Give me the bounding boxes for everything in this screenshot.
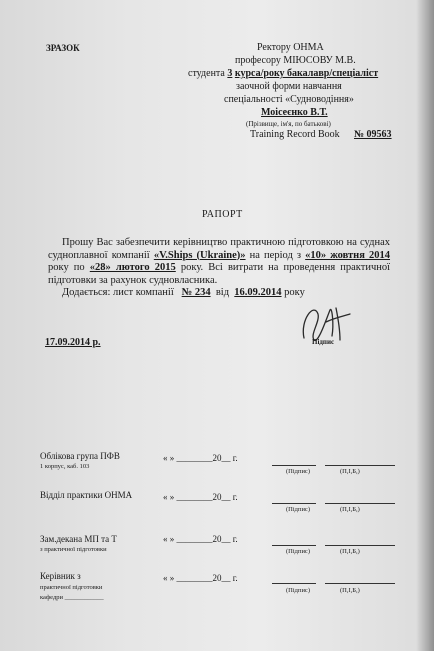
- to-date: «28» лютого 2015: [89, 262, 176, 273]
- approval-4-name-line: [325, 583, 395, 584]
- recipient-line2: професору МІЮСОВУ М.В.: [235, 55, 356, 66]
- attachment-line: [62, 287, 305, 298]
- approval-4-date: « » ________20__ г.: [163, 573, 238, 583]
- attachment-from: від: [215, 287, 230, 298]
- approval-3-name-line: [325, 545, 395, 546]
- approval-2-title: Відділ практики ОНМА: [40, 490, 133, 500]
- approval-2-date: « » ________20__ г.: [163, 492, 238, 502]
- student-name: Моісеєнко В.Т.: [261, 107, 328, 118]
- approval-1-name-line: [325, 465, 395, 466]
- approval-4-sig-hint: (Підпис): [286, 587, 310, 594]
- recipient-line1: Ректору ОНМА: [257, 42, 324, 53]
- approval-2-pib-hint: (П,І,Б,): [340, 506, 360, 513]
- sample-label: ЗРАЗОК: [46, 43, 80, 53]
- approval-3-title: Зам.декана МП та Т: [40, 534, 117, 544]
- approval-1-sub: 1 корпус, каб. 103: [40, 463, 90, 470]
- training-record-number: № 09563: [354, 129, 392, 140]
- approval-3-sig-hint: (Підпис): [286, 548, 310, 555]
- training-record-label: Training Record Book: [250, 129, 340, 140]
- course-text: курса/року бакалавр/спеціаліст: [234, 68, 379, 79]
- request-paragraph: [48, 237, 390, 287]
- approval-2-name-line: [325, 503, 395, 504]
- approval-1-sig-hint: (Підпис): [286, 468, 310, 475]
- approval-3-sign-line: [272, 545, 316, 546]
- from-date: «10» жовтня 2014: [305, 249, 391, 261]
- attachment-text: Додається: лист компанії: [62, 287, 174, 298]
- report-title: РАПОРТ: [202, 209, 243, 220]
- signature-label: Підпис: [312, 338, 335, 346]
- attachment-year: року: [284, 287, 305, 298]
- approval-3-sub: з практичної підготовки: [40, 546, 107, 553]
- request-text-4: року. Всі витрати на проведення практичної підготовки за рахунок судновласника.: [48, 262, 391, 286]
- approval-1-sign-line: [272, 465, 316, 466]
- request-text-2: на період з: [249, 249, 302, 261]
- approval-4-title: Керівник з: [40, 571, 81, 581]
- approval-4-sub2: кафедри ____________: [40, 594, 104, 601]
- approval-4-sign-line: [272, 583, 316, 584]
- approval-1-date: « » ________20__ г.: [163, 453, 238, 463]
- approval-4-sub: практичної підготовки: [40, 584, 103, 591]
- letter-number: № 234: [181, 287, 211, 298]
- approval-1-title: Облікова група ПФВ: [40, 451, 120, 461]
- company-name: «V.Ships (Ukraine)»: [153, 249, 246, 261]
- study-form: заочной форми навчання: [236, 81, 342, 92]
- request-text-3: року по: [48, 262, 85, 273]
- letter-date: 16.09.2014: [234, 287, 282, 298]
- request-text-1: Прошу Вас забезпечити керівництво практичною підготовкою на суднах судноплавної компанії: [48, 237, 390, 261]
- report-date: 17.09.2014 р.: [45, 337, 101, 348]
- approval-3-date: « » ________20__ г.: [163, 534, 238, 544]
- name-hint: (Прізвище, ім'я, по батькові): [246, 120, 331, 128]
- approval-1-pib-hint: (П,І,Б,): [340, 468, 360, 475]
- approval-2-sign-line: [272, 503, 316, 504]
- specialty: спеціальності «Судноводіння»: [224, 94, 354, 105]
- course-number: 3: [227, 68, 233, 79]
- approval-2-sig-hint: (Підпис): [286, 506, 310, 513]
- approval-4-pib-hint: (П,І,Б,): [340, 587, 360, 594]
- student-line: [188, 68, 378, 79]
- approval-3-pib-hint: (П,І,Б,): [340, 548, 360, 555]
- student-prefix: студента: [188, 68, 225, 79]
- approval-4-sub2-text: кафедри: [40, 594, 63, 601]
